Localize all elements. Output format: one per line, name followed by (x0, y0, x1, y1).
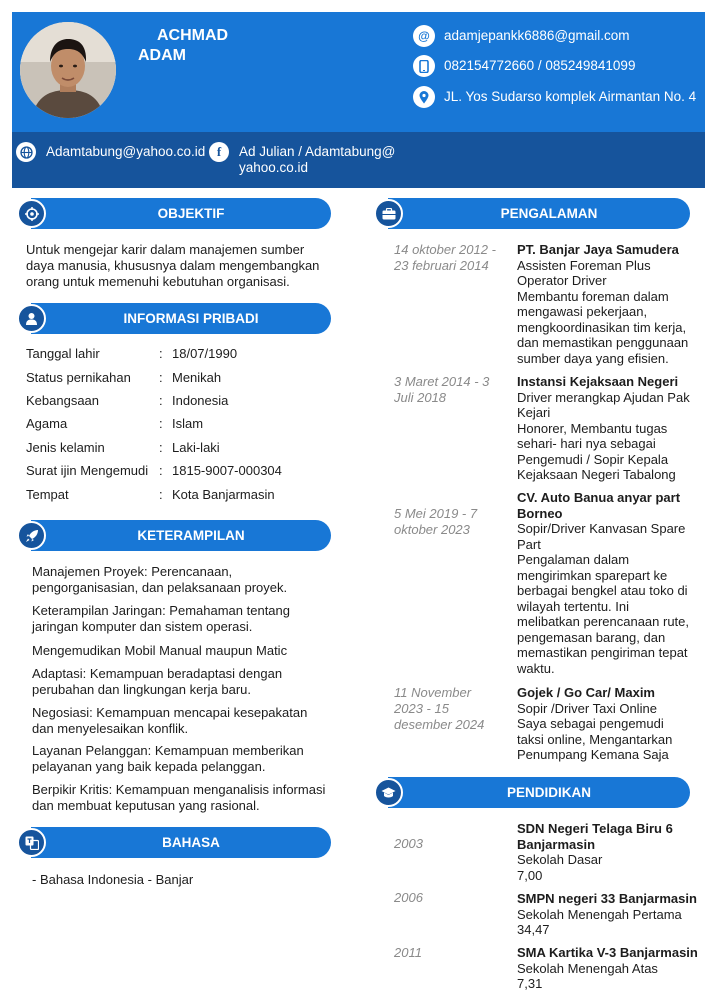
skill-line: Berpikir Kritis: Kemampuan menganalisis informasi (32, 782, 326, 797)
info-label: Tempat (26, 487, 69, 502)
info-separator: : (159, 393, 163, 408)
edu-school: SDN Negeri Telaga Biru 6 (517, 821, 673, 836)
skill-item (32, 782, 344, 814)
skill-item (32, 603, 344, 635)
info-label: Agama (26, 416, 68, 431)
info-value: 18/07/1990 (172, 346, 238, 361)
edu-year: 2006 (394, 890, 423, 905)
edu-year: 2011 (394, 945, 422, 960)
skill-item (32, 564, 344, 596)
job-line: taksi online, Mengantarkan (517, 731, 673, 747)
job-line: Saya sebagai pengemudi (517, 716, 664, 731)
facebook-line-2: yahoo.co.id (239, 160, 309, 175)
job-line: berbagai bengkel atau toko di (517, 583, 688, 598)
info-value: Laki-laki (172, 440, 220, 455)
header-secondary-bar (12, 132, 705, 188)
bahasa-text: - Bahasa Indonesia - Banjar (32, 872, 194, 887)
job-date (394, 242, 512, 274)
job-date-line: 23 februari 2014 (394, 258, 489, 273)
info-separator: : (159, 346, 163, 361)
job-company: PT. Banjar Jaya Samudera (517, 242, 679, 257)
job-line: Sopir /Driver Taxi Online (517, 700, 657, 716)
objektif-line: daya manusia, khususnya dalam mengembangkan (26, 258, 320, 273)
person-icon (17, 304, 46, 333)
job-date-line: 11 November (394, 685, 472, 700)
job-line: sehari- hari nya sebagai (517, 436, 656, 451)
job-date-line: Juli 2018 (394, 390, 447, 405)
skill-line: perubahan dan lingkungan kerja baru. (32, 682, 252, 697)
skill-item (32, 743, 344, 775)
section-informasi-title: INFORMASI PRIBADI (31, 303, 331, 334)
job-line: memastikan pengiriman tepat (517, 645, 688, 660)
job-date-line: 3 Maret 2014 - 3 (394, 374, 490, 389)
globe-icon (16, 142, 36, 162)
job-line: Kejaksaan Negeri Tabalong (517, 467, 676, 482)
edu-entry (517, 945, 707, 992)
info-label: Jenis kelamin (26, 440, 105, 455)
job-line: dan memastikan penggunaan (517, 335, 689, 350)
email-text: adamjepankk6886@gmail.com (444, 28, 630, 43)
section-pengalaman-title: PENGALAMAN (388, 198, 690, 229)
job-company: CV. Auto Banua anyar part (517, 490, 681, 505)
section-objektif-title: OBJEKTIF (31, 198, 331, 229)
job-line: Operator Driver (517, 273, 607, 288)
info-separator: : (159, 463, 163, 478)
job-line: Pengemudi / Sopir Kepala (517, 451, 669, 467)
facebook-icon: f (209, 142, 229, 162)
last-name: ADAM (138, 47, 186, 64)
job-date-line: oktober 2023 (394, 522, 470, 537)
briefcase-icon (374, 199, 403, 228)
info-label: Tanggal lahir (26, 346, 100, 361)
info-separator: : (159, 370, 163, 385)
job-date-line: 2023 - 15 (394, 701, 449, 716)
section-pengalaman-header (374, 198, 690, 229)
edu-level: Sekolah Menengah Pertama (517, 906, 682, 922)
contact-address (413, 89, 696, 108)
at-sign-icon: @ (413, 25, 435, 47)
section-pendidikan-title: PENDIDIKAN (388, 777, 690, 808)
skill-item (32, 666, 344, 698)
profile-photo (20, 22, 116, 118)
first-name: ACHMAD (157, 27, 229, 44)
email-secondary-text: Adamtabung@yahoo.co.id (46, 144, 206, 159)
job-date-line: 5 Mei 2019 - 7 (394, 506, 478, 521)
address-text: JL. Yos Sudarso komplek Airmantan No. 4 (444, 89, 697, 104)
job-entry (517, 242, 707, 366)
skill-line: pelayanan yang baik kepada pelanggan. (32, 759, 266, 774)
section-bahasa-title: BAHASA (31, 827, 331, 858)
section-pendidikan-header (374, 777, 690, 808)
skill-item (32, 705, 344, 737)
job-date-line: 14 oktober 2012 - (394, 242, 496, 257)
info-label: Status pernikahan (26, 370, 131, 385)
skill-item (32, 643, 344, 659)
phone-icon (413, 55, 435, 77)
info-separator: : (159, 487, 163, 502)
job-company: Borneo (517, 505, 563, 521)
facebook-line-1: Ad Julian / Adamtabung@ (239, 144, 396, 159)
job-company: Instansi Kejaksaan Negeri (517, 374, 679, 389)
job-entry (517, 374, 707, 483)
location-pin-icon (413, 86, 435, 108)
job-line: Sopir/Driver Kanvasan Spare (517, 521, 686, 536)
section-bahasa-header (17, 827, 331, 858)
job-line: Assisten Foreman Plus (517, 257, 651, 273)
job-line: sumber daya yang efisien. (517, 350, 669, 366)
rocket-icon (17, 521, 46, 550)
profile-photo-image (20, 22, 116, 118)
job-line: Membantu foreman dalam (517, 288, 669, 304)
skill-line: Mengemudikan Mobil Manual maupun Matic (32, 643, 288, 658)
objektif-line: orang untuk memenuhi kebutuhan organisasi. (26, 274, 290, 289)
skill-line: pengorganisasian, dan pelaksanaan proyek. (32, 580, 288, 595)
skill-line: Negosiasi: Kemampuan mencapai kesepakatan (32, 705, 308, 720)
section-keterampilan-header (17, 520, 331, 551)
phone-text: 082154772660 / 085249841099 (444, 58, 636, 73)
edu-level: Sekolah Dasar (517, 852, 603, 867)
edu-entry (517, 821, 707, 883)
skill-line: jaringan komputer dan sistem operasi. (32, 619, 253, 634)
job-date (394, 506, 512, 538)
edu-level: Sekolah Menengah Atas (517, 960, 658, 976)
translate-icon (17, 828, 46, 857)
skill-line: Manajemen Proyek: Perencanaan, (32, 564, 233, 579)
info-label: Kebangsaan (26, 393, 100, 408)
job-date (394, 374, 512, 406)
job-line: waktu. (517, 660, 555, 676)
job-date (394, 685, 512, 733)
job-company: Gojek / Go Car/ Maxim (517, 685, 655, 700)
job-line: melibatkan perencanaan rute, (517, 614, 690, 629)
edu-year: 2003 (394, 836, 423, 851)
job-line: mengirimkan sparepart ke (517, 567, 668, 583)
graduation-cap-icon (374, 778, 403, 807)
skill-line: Keterampilan Jaringan: Pemahaman tentang (32, 603, 290, 618)
skill-line: dan menyelesaikan konflik. (32, 721, 189, 736)
contact-email (413, 28, 630, 47)
skill-line: Layanan Pelanggan: Kemampuan memberikan (32, 743, 304, 758)
header (12, 12, 705, 188)
section-objektif-header (17, 198, 331, 229)
job-line: Honorer, Membantu tugas (517, 420, 668, 436)
info-label: Surat ijin Mengemudi (26, 463, 149, 478)
objektif-text (26, 242, 346, 290)
job-line: Kejari (517, 405, 551, 420)
info-separator: : (159, 416, 163, 431)
job-line: mengkoordinasikan tim kerja, (517, 319, 687, 335)
info-value: 1815-9007-000304 (172, 463, 282, 478)
job-line: mengawasi pekerjaan, (517, 304, 648, 319)
job-line: Part (517, 536, 541, 552)
contact-facebook (209, 144, 395, 176)
info-value: Kota Banjarmasin (172, 487, 275, 502)
skill-line: Adaptasi: Kemampuan beradaptasi dengan (32, 666, 283, 681)
edu-entry (517, 891, 707, 938)
edu-school: SMA Kartika V-3 Banjarmasin (517, 945, 698, 960)
skill-line: dan membuat keputusan yang rasional. (32, 798, 260, 813)
objektif-line: Untuk mengejar karir dalam manajemen sumber (26, 242, 305, 257)
job-line: Penumpang Kemana Saja (517, 747, 669, 762)
section-informasi-header (17, 303, 331, 334)
info-value: Menikah (172, 370, 222, 385)
target-icon (17, 199, 46, 228)
info-separator: : (159, 440, 163, 455)
edu-score: 34,47 (517, 922, 550, 937)
job-line: wilayah tertentu. Ini (517, 598, 630, 614)
job-line: pengemasan barang, dan (517, 629, 666, 645)
job-line: Pengalaman dalam (517, 552, 630, 567)
contact-email-secondary (16, 144, 205, 162)
contact-phone (413, 58, 635, 77)
job-date-line: desember 2024 (394, 717, 485, 732)
job-entry (517, 685, 707, 763)
edu-school: SMPN negeri 33 Banjarmasin (517, 891, 697, 906)
job-line: Driver merangkap Ajudan Pak (517, 389, 690, 405)
edu-score: 7,31 (517, 976, 543, 991)
section-keterampilan-title: KETERAMPILAN (31, 520, 331, 551)
edu-school: Banjarmasin (517, 836, 596, 852)
info-value: Islam (172, 416, 204, 431)
job-entry (517, 490, 707, 676)
info-value: Indonesia (172, 393, 229, 408)
edu-score: 7,00 (517, 867, 543, 883)
